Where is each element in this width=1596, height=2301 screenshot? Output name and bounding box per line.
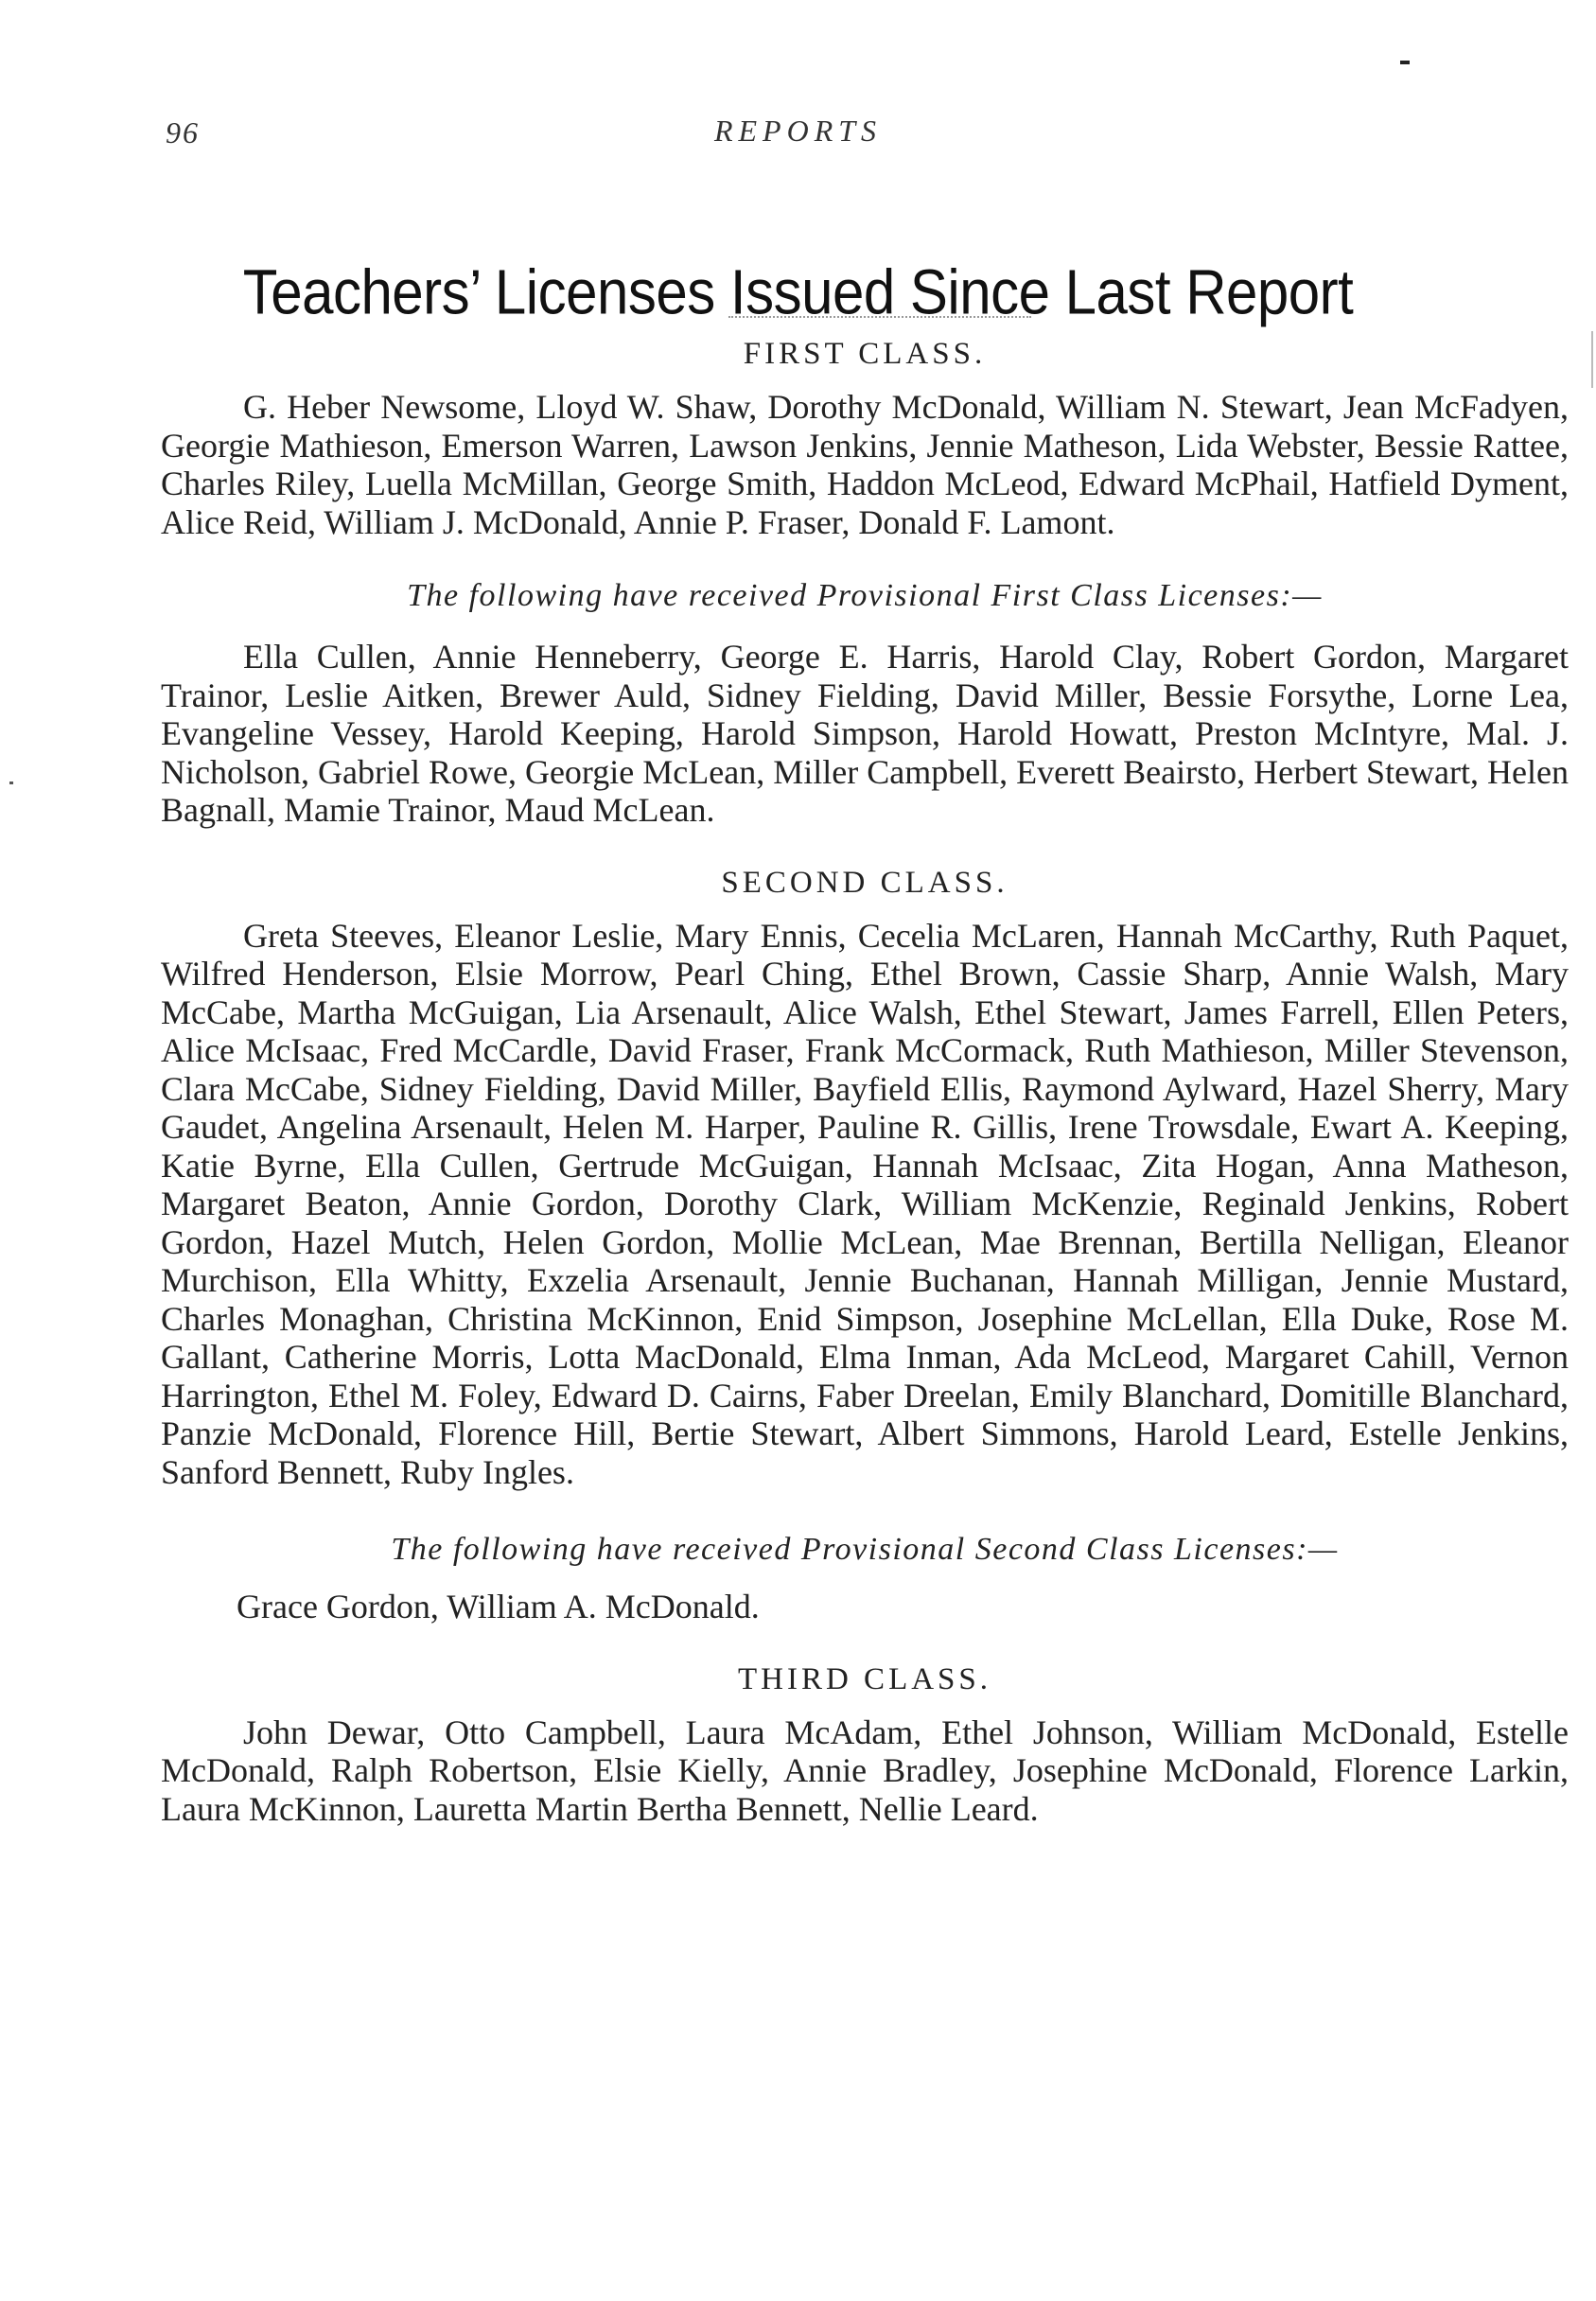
third-class-heading: THIRD CLASS. — [737, 1661, 992, 1696]
page-number: 96 — [166, 115, 200, 149]
provisional-second-class-names: Grace Gordon, William A. McDonald. — [237, 1588, 760, 1625]
first-class-names: G. Heber Newsome, Lloyd W. Shaw, Dorothy McDonald, William N. Stewart, Jean McFadyen, Georgie Mathieson, Emerson Warren, Lawson Jenkins, Jennie Matheson, Lida Webster, Bessie Rattee, Charles Riley, Luella McMillan, George Smith, Haddon McLeod, Edward McPhail, Hatfield Dyment, Alice Reid, William J. McDonald, Annie P. Fraser, Donald F. Lamont. — [161, 388, 1569, 541]
third-class-names: John Dewar, Otto Campbell, Laura McAdam, Ethel Johnson, William McDonald, Estelle McDonald, Ralph Robertson, Elsie Kielly, Annie Bradley, Josephine McDonald, Florence Larkin, Laura McKinnon, Lauretta Martin Bertha Bennett, Nellie Leard. — [161, 1713, 1569, 1828]
page-title: Teachers’ Licenses Issued Since Last Report — [242, 256, 1354, 328]
second-class-names: Greta Steeves, Eleanor Leslie, Mary Ennis, Cecelia McLaren, Hannah McCarthy, Ruth Paquet, Wilfred Henderson, Elsie Morrow, Pearl Ching, Ethel Brown, Cassie Sharp, Annie Walsh, Mary McCabe, Martha McGuigan, Lia Arsenault, Alice Walsh, Ethel Stewart, James Farrell, Ellen Peters, Alice McIsaac, Fred McCardle, David Fraser, Frank McCormack, Ruth Mathieson, Miller Stevenson, Clara McCabe, Sidney Fielding, David Miller, Bayfield Ellis, Raymond Aylward, Hazel Sherry, Mary Gaudet, Angelina Arsenault, Helen M. Harper, Pauline R. Gillis, Irene Trowsdale, Ewart A. Keeping, Katie Byrne, Ella Cullen, Gertrude McGuigan, Hannah McIsaac, Zita Hogan, Anna Matheson, Margaret Beaton, Annie Gordon, Dorothy Clark, William McKenzie, Reginald Jenkins, Robert Gordon, Hazel Mutch, Helen Gordon, Mollie McLean, Mae Brennan, Bertilla Nelligan, Eleanor Murchison, Ella Whitty, Exzelia Arsenault, Jennie Buchanan, Hannah Milligan, Jennie Mustard, Charles Monaghan, Christina McKinnon, Enid Simpson, Josephine McLellan, Ella Duke, Rose M. Gallant, Catherine Morris, Lotta MacDonald, Elma Inman, Ada McLeod, Margaret Cahill, Vernon Harrington, Ethel M. Foley, Edward D. Cairns, Faber Dreelan, Emily Blanchard, Domitille Blanchard, Panzie McDonald, Florence Hill, Bertie Stewart, Albert Simmons, Harold Leard, Estelle Jenkins, Sanford Bennett, Ruby Ingles. — [161, 916, 1569, 1491]
scan-edge-mark — [1591, 331, 1593, 388]
title-divider — [728, 316, 1031, 318]
provisional-second-class-heading: The following have received Provisional Second Class Licenses:— — [391, 1532, 1339, 1567]
scan-speck — [9, 782, 13, 784]
provisional-first-class-heading: The following have received Provisional First Class Licenses:— — [407, 578, 1323, 613]
document-body — [161, 333, 1569, 1828]
second-class-heading: SECOND CLASS. — [721, 865, 1008, 900]
provisional-first-class-names: Ella Cullen, Annie Henneberry, George E. Harris, Harold Clay, Robert Gordon, Margaret Trainor, Leslie Aitken, Brewer Auld, Sidney Fielding, David Miller, Bessie Forsythe, Lorne Lea, Evangeline Vessey, Harold Keeping, Harold Simpson, Harold Howatt, Preston McIntyre, Mal. J. Nicholson, Gabriel Rowe, Georgie McLean, Miller Campbell, Everett Beairsto, Herbert Stewart, Helen Bagnall, Mamie Trainor, Maud McLean. — [161, 638, 1569, 829]
running-head: REPORTS — [713, 114, 883, 148]
scan-speck — [1400, 61, 1410, 64]
first-class-heading: FIRST CLASS. — [743, 337, 987, 371]
